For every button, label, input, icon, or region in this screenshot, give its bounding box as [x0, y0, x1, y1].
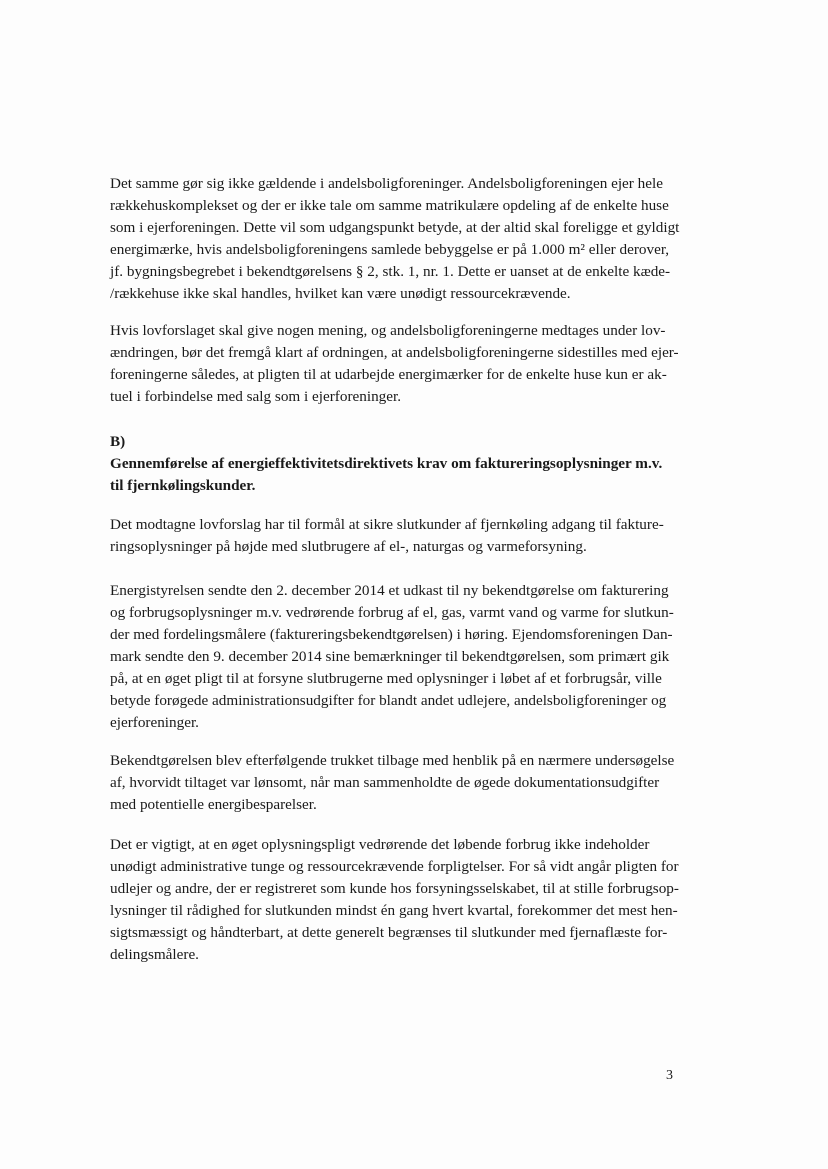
paragraph-line: foreningerne således, at pligten til at udarbejde energimærker for de enkelte huse kun er ak-	[110, 366, 667, 383]
paragraph-line: som i ejerforeningen. Dette vil som udgangspunkt betyde, at der altid skal foreligge et gyldigt	[110, 219, 680, 236]
page-number: 3	[666, 1068, 673, 1083]
paragraph-line: tuel i forbindelse med salg som i ejerforeninger.	[110, 388, 402, 405]
paragraph-line: der med fordelingsmålere (faktureringsbekendtgørelsen) i høring. Ejendomsforeningen Dan-	[110, 626, 673, 643]
paragraph-line: betyde forøgede administrationsudgifter for blandt andet udlejere, andelsboligforeninger og	[110, 692, 667, 709]
paragraph-formaal	[110, 514, 700, 558]
section-label: B)	[110, 433, 126, 450]
paragraph-line: ændringen, bør det fremgå klart af ordningen, at andelsboligforeningerne sidestilles med ejer-	[110, 344, 679, 361]
paragraph-line: Bekendtgørelsen blev efterfølgende trukket tilbage med henblik på en nærmere undersøgelse	[110, 752, 675, 769]
paragraph-line: Det modtagne lovforslag har til formål at sikre slutkunder af fjernkøling adgang til fakture-	[110, 516, 664, 533]
paragraph-line: /rækkehuse ikke skal handles, hvilket kan være unødigt ressourcekrævende.	[110, 285, 571, 302]
paragraph-line: jf. bygningsbegrebet i bekendtgørelsens § 2, stk. 1, nr. 1. Dette er uanset at de enkelte kæde-	[110, 263, 671, 280]
paragraph-line: delingsmålere.	[110, 946, 199, 963]
paragraph-line: unødigt administrative tunge og ressourcekrævende forpligtelser. For så vidt angår pligten for	[110, 858, 679, 875]
section-title-line: Gennemførelse af energieffektivitetsdirektivets krav om faktureringsoplysninger m.v.	[110, 455, 663, 472]
paragraph-lovforslag	[110, 320, 700, 408]
paragraph-oplysningspligt	[110, 834, 700, 966]
paragraph-line: udlejer og andre, der er registreret som kunde hos forsyningsselskabet, til at stille forbrugsop-	[110, 880, 679, 897]
paragraph-line: Hvis lovforslaget skal give nogen mening, og andelsboligforeningerne medtages under lov-	[110, 322, 666, 339]
paragraph-line: Det samme gør sig ikke gældende i andelsboligforeninger. Andelsboligforeningen ejer hele	[110, 175, 663, 192]
paragraph-line: ejerforeninger.	[110, 714, 199, 731]
paragraph-line: af, hvorvidt tiltaget var lønsomt, når man sammenholdte de øgede dokumentationsudgifter	[110, 774, 660, 791]
paragraph-line: mark sendte den 9. december 2014 sine bemærkninger til bekendtgørelsen, som primært gik	[110, 648, 670, 665]
section-heading	[110, 431, 700, 497]
paragraph-line: og forbrugsoplysninger m.v. vedrørende forbrug af el, gas, varmt vand og varme for slutkun-	[110, 604, 674, 621]
paragraph-line: Det er vigtigt, at en øget oplysningspligt vedrørende det løbende forbrug ikke indeholder	[110, 836, 650, 853]
paragraph-line: Energistyrelsen sendte den 2. december 2014 et udkast til ny bekendtgørelse om fakturering	[110, 582, 669, 599]
paragraph-line: sigtsmæssigt og håndterbart, at dette generelt begrænses til slutkunder med fjernaflæste for-	[110, 924, 668, 941]
paragraph-line: ringsoplysninger på højde med slutbrugere af el-, naturgas og varmeforsyning.	[110, 538, 587, 555]
paragraph-bekendtgoerelsen	[110, 750, 700, 816]
paragraph-line: rækkehuskomplekset og der er ikke tale om samme matrikulære opdeling af de enkelte huse	[110, 197, 669, 214]
paragraph-line: energimærke, hvis andelsboligforeningens samlede bebyggelse er på 1.000 m² eller derover,	[110, 241, 670, 258]
paragraph-andelsboligforeninger	[110, 173, 700, 305]
paragraph-line: på, at en øget pligt til at forsyne slutbrugerne med oplysninger i løbet af et forbrugsår, ville	[110, 670, 662, 687]
paragraph-line: lysninger til rådighed for slutkunden mindst én gang hvert kvartal, forekommer det mest hen-	[110, 902, 678, 919]
paragraph-energistyrelsen	[110, 580, 700, 734]
section-title-line: til fjernkølingskunder.	[110, 477, 256, 494]
paragraph-line: med potentielle energibesparelser.	[110, 796, 317, 813]
